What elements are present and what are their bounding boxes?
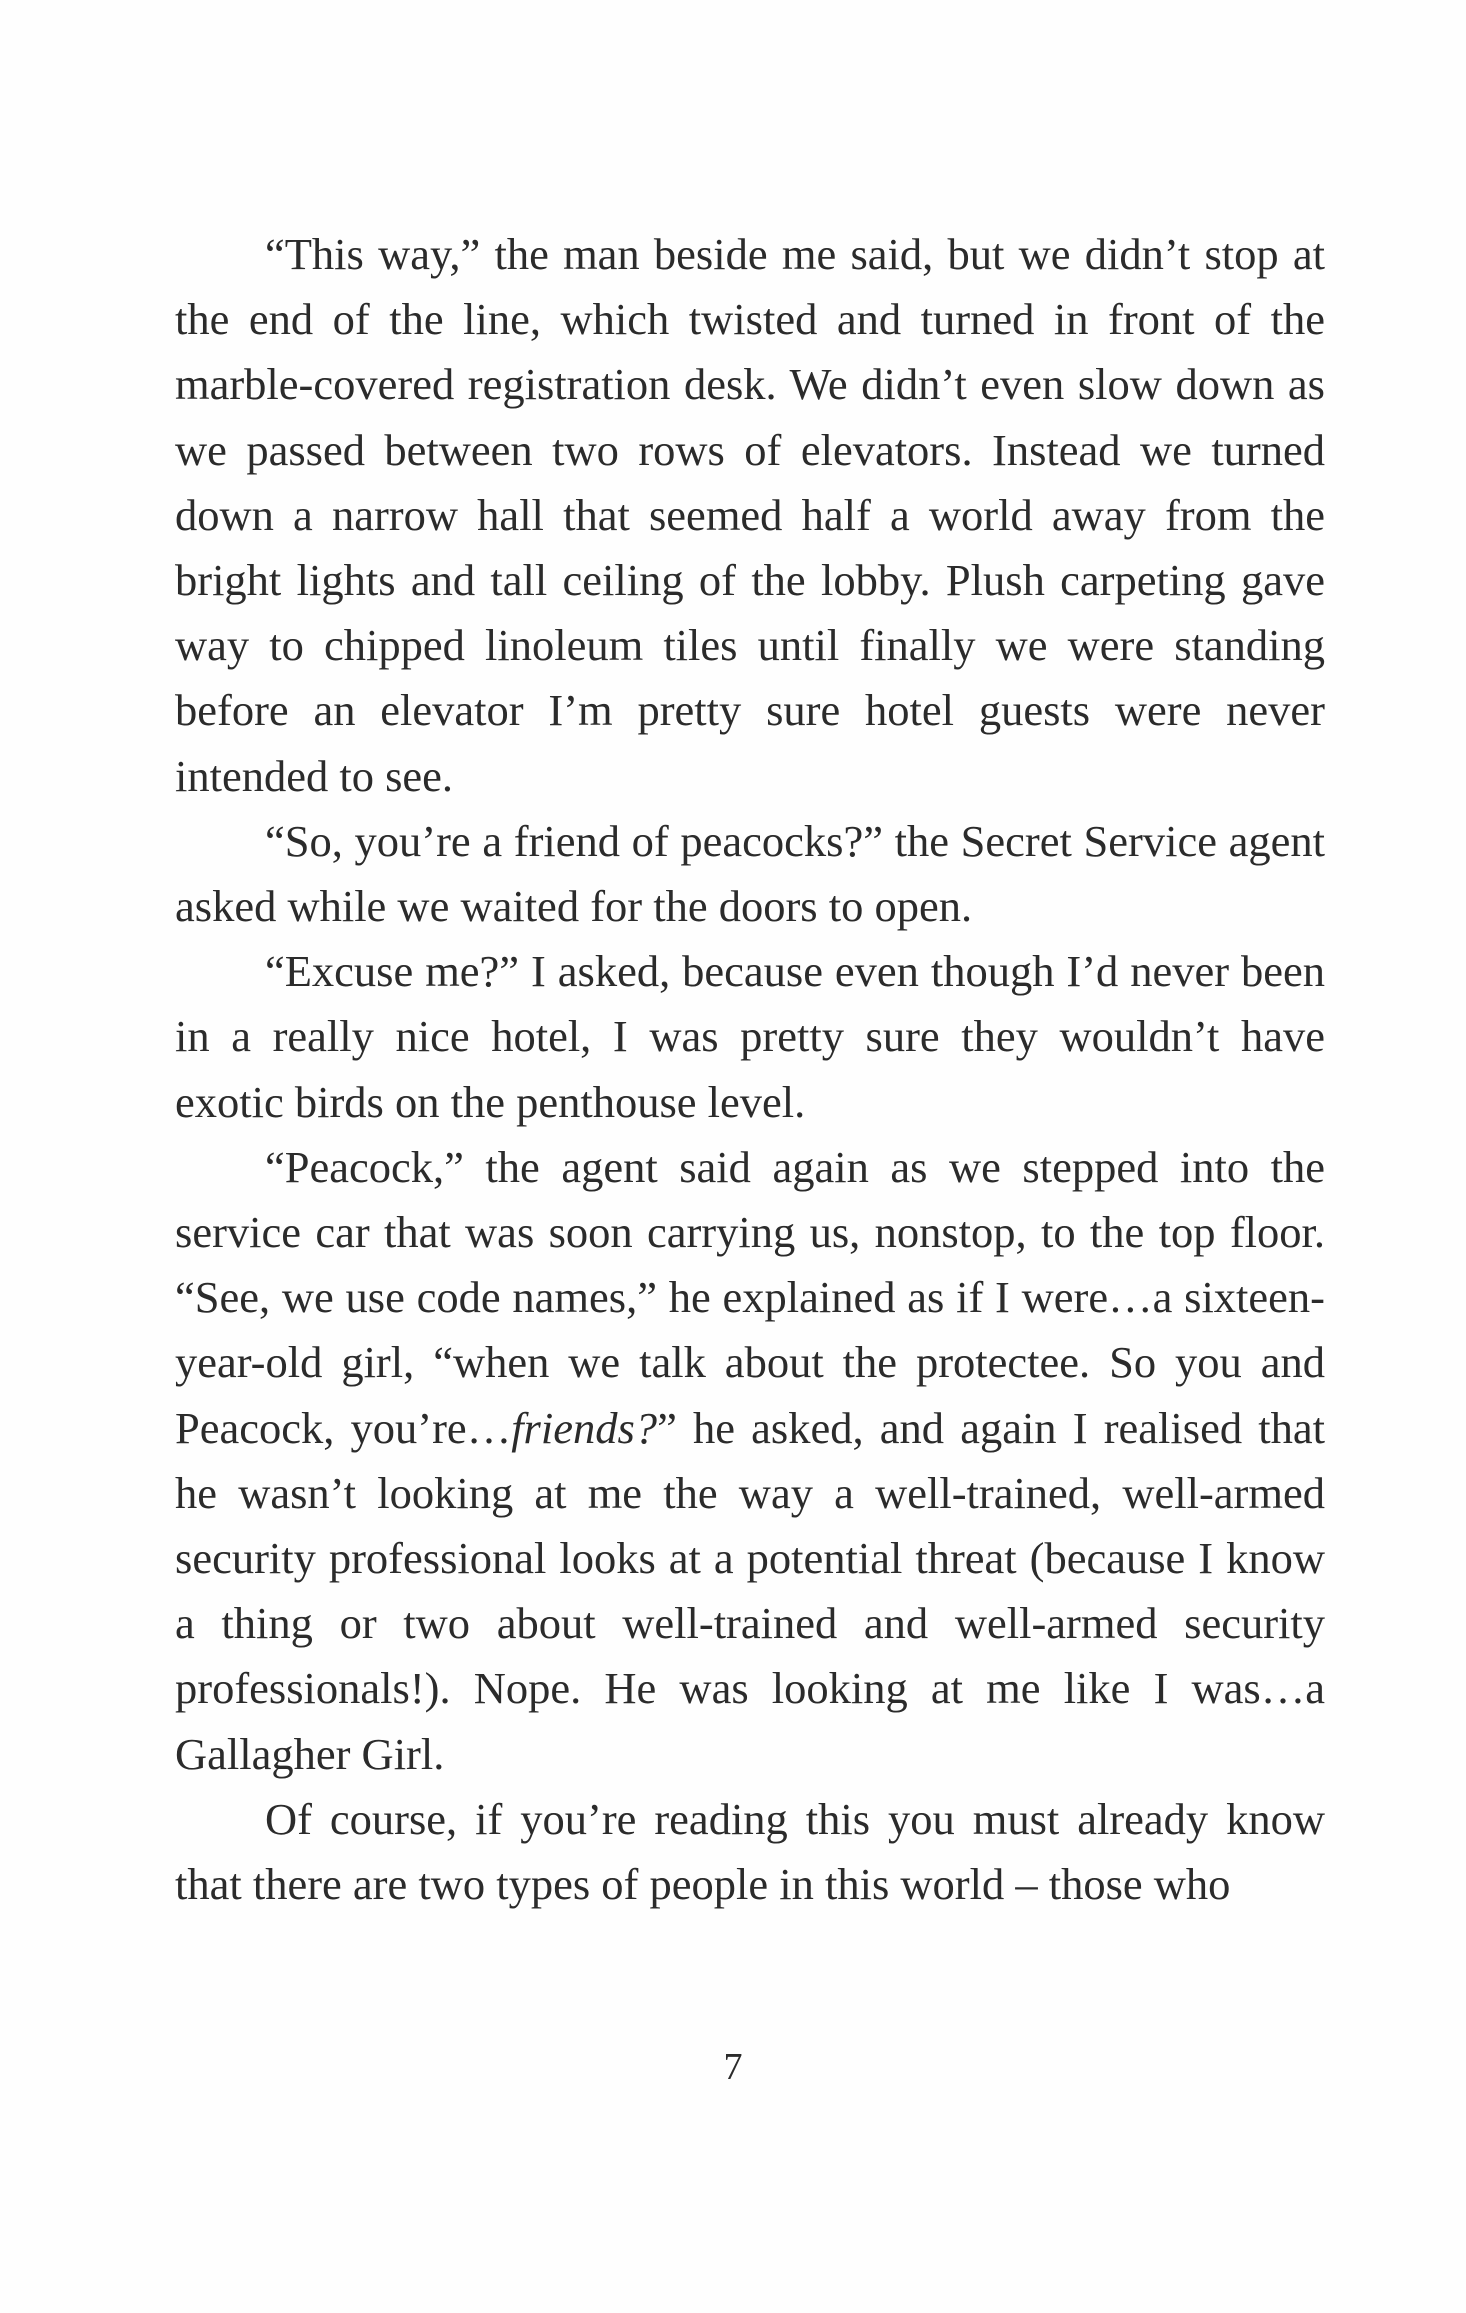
body-text: [175, 222, 1325, 1917]
paragraph-4: [175, 1135, 1325, 1787]
paragraph-2: “So, you’re a friend of peacocks?” the Secret Service agent asked while we waited for the doors to open.: [175, 815, 1325, 932]
paragraph-4-emphasis: friends?: [511, 1402, 658, 1453]
paragraph-4-text-after: ” he asked, and again I realised that he wasn’t looking at me the way a well-trained, well-armed security professional looks at a potential threat (because I know a thing or two about well-trained and well-armed security professionals!). Nope. He was looking at me like I was…a Gallagher Girl.: [175, 1402, 1325, 1779]
paragraph-1: “This way,” the man beside me said, but we didn’t stop at the end of the line, which twisted and turned in front of the marble-covered registration desk. We didn’t even slow down as we passed between two rows of elevators. Instead we turned down a narrow hall that seemed half a world away from the bright lights and tall ceiling of the lobby. Plush carpeting gave way to chipped linoleum tiles until finally we were standing before an elevator I’m pretty sure hotel guests were never intended to see.: [175, 229, 1325, 801]
paragraph-3: “Excuse me?” I asked, because even though I’d never been in a really nice hotel, I was pretty sure they wouldn’t have exotic birds on the penthouse level.: [175, 946, 1325, 1127]
page-number: 7: [723, 2046, 743, 2088]
paragraph-5: Of course, if you’re reading this you must already know that there are two types of people in this world – those who: [175, 1793, 1325, 1910]
paragraph-4-text-before: “Peacock,” the agent said again as we stepped into the service car that was soon carrying us, nonstop, to the top floor. “See, we use code names,” he explained as if I were…a sixteen-year-old girl, “when we talk about the protectee. So you and Peacock, you’re…: [175, 1141, 1325, 1453]
